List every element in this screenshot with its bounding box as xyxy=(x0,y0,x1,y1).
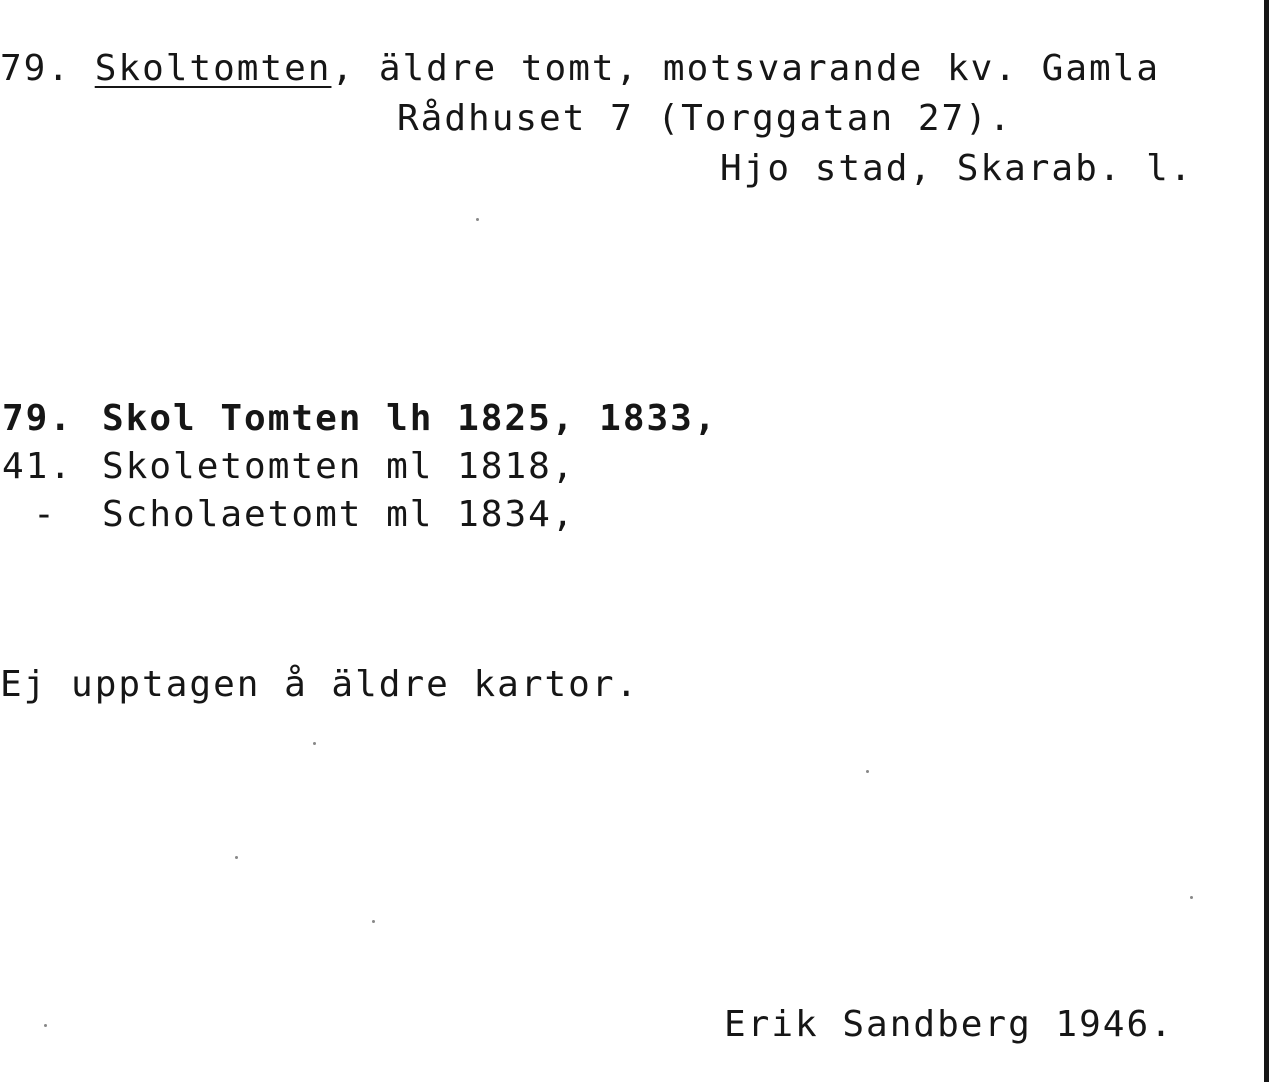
entry-title-line xyxy=(0,48,1160,90)
paper-speck xyxy=(476,218,479,221)
source-entry xyxy=(2,446,575,488)
entry-number: 79. xyxy=(0,48,72,89)
source-text: Skol Tomten lh 1825, 1833, xyxy=(102,398,718,439)
entry-heading: Skoltomten xyxy=(94,48,332,89)
paper-speck xyxy=(372,920,375,923)
entry-description: , äldre tomt, motsvarande kv. Gamla xyxy=(331,48,1161,89)
source-number: 41. xyxy=(2,446,74,487)
source-entry xyxy=(2,398,718,440)
paper-speck xyxy=(235,856,238,859)
paper-speck xyxy=(313,742,316,745)
entry-location-line: Hjo stad, Skarab. l. xyxy=(720,148,1194,189)
source-text: Scholaetomt ml 1834, xyxy=(102,494,576,535)
map-note: Ej upptagen å äldre kartor. xyxy=(0,664,640,705)
signature: Erik Sandberg 1946. xyxy=(724,1004,1174,1045)
entry-continuation-line: Rådhuset 7 (Torggatan 27). xyxy=(397,98,1013,139)
paper-speck xyxy=(1190,896,1193,899)
paper-speck xyxy=(866,770,869,773)
paper-speck xyxy=(44,1024,47,1027)
card-edge-border xyxy=(1264,0,1269,1082)
source-entry xyxy=(2,494,575,536)
source-text: Skoletomten ml 1818, xyxy=(102,446,576,487)
source-number: - xyxy=(33,494,57,535)
source-number: 79. xyxy=(2,398,74,439)
